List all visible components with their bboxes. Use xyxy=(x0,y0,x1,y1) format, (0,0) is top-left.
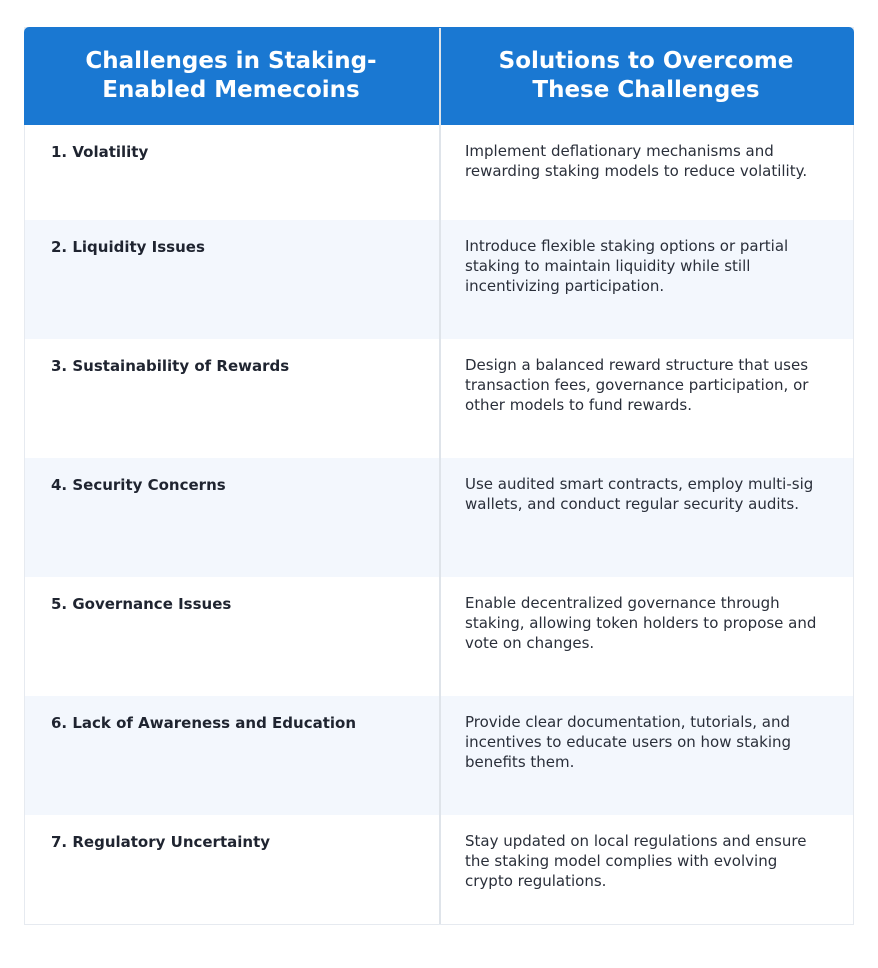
solution-cell: Enable decentralized governance through staking, allowing token holders to propose and vote on changes. xyxy=(465,594,817,652)
challenge-cell: 6. Lack of Awareness and Education xyxy=(51,714,357,732)
challenge-cell: 3. Sustainability of Rewards xyxy=(51,357,290,375)
challenge-cell: 5. Governance Issues xyxy=(51,595,232,613)
solution-cell: Use audited smart contracts, employ multi-sig wallets, and conduct regular security audits. xyxy=(465,475,814,513)
challenges-solutions-table xyxy=(24,27,854,925)
solution-cell: Introduce flexible staking options or partial staking to maintain liquidity while still incentivizing participation. xyxy=(465,237,789,295)
challenge-cell: 2. Liquidity Issues xyxy=(51,238,205,256)
challenge-cell: 7. Regulatory Uncertainty xyxy=(51,833,271,851)
solution-cell: Design a balanced reward structure that uses transaction fees, governance participation, or other models to fund rewards. xyxy=(465,356,809,414)
solution-cell: Provide clear documentation, tutorials, and incentives to educate users on how staking benefits them. xyxy=(465,713,792,771)
header-challenges: Challenges in Staking-Enabled Memecoins xyxy=(85,48,377,103)
solution-cell: Implement deflationary mechanisms and rewarding staking models to reduce volatility. xyxy=(465,142,808,180)
header-solutions: Solutions to Overcome These Challenges xyxy=(498,48,794,103)
challenge-cell: 4. Security Concerns xyxy=(51,476,226,494)
challenge-cell: 1. Volatility xyxy=(51,143,149,161)
column-divider xyxy=(439,28,441,924)
solution-cell: Stay updated on local regulations and ensure the staking model complies with evolving crypto regulations. xyxy=(465,832,807,890)
